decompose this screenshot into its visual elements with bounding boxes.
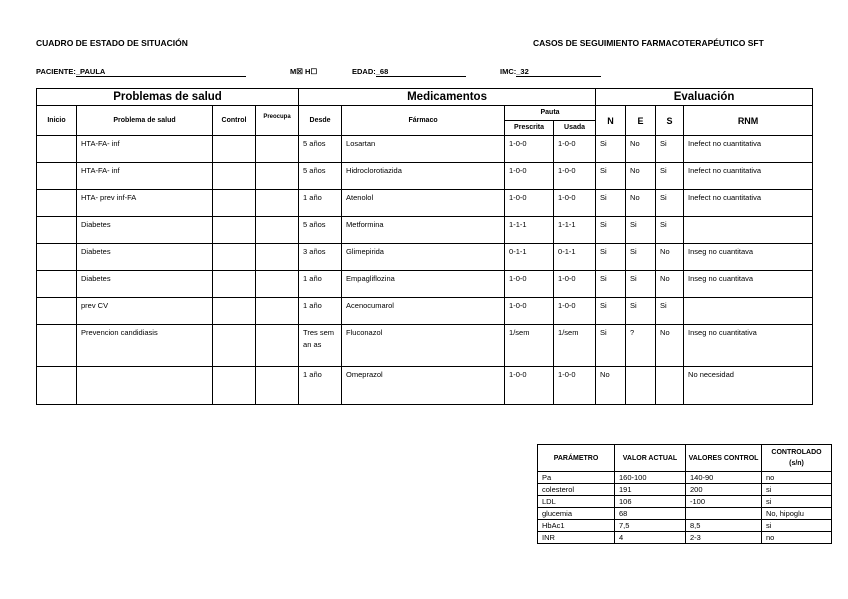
- param-row: [538, 520, 832, 532]
- cell-prescrita: 1-0-0: [505, 298, 554, 325]
- col-header-s: S: [656, 106, 684, 136]
- cell-prescrita: 1-0-0: [505, 271, 554, 298]
- table-row: [37, 367, 813, 405]
- table-row: [37, 271, 813, 298]
- bmi-value: _32: [516, 67, 601, 77]
- cell-s: Si: [656, 298, 684, 325]
- param-cell-controlado: si: [762, 520, 832, 532]
- cell-farmaco: Fluconazol: [342, 325, 505, 367]
- group-header-medicamentos: Medicamentos: [299, 89, 596, 106]
- cell-desde: Tres seman as: [299, 325, 342, 367]
- cell-rnm: Inefect no cuantitativa: [684, 136, 813, 163]
- cell-inicio: [37, 244, 77, 271]
- cell-s: Si: [656, 190, 684, 217]
- cell-usada: 0-1-1: [554, 244, 596, 271]
- cell-problema: HTA-FA- inf: [77, 136, 213, 163]
- cell-control: [213, 244, 256, 271]
- cell-desde: 3 años: [299, 244, 342, 271]
- param-cell-valor-actual: 68: [615, 508, 686, 520]
- cell-n: Si: [596, 163, 626, 190]
- cell-preocupa: [256, 163, 299, 190]
- group-header-problemas: Problemas de salud: [37, 89, 299, 106]
- col-header-desde: Desde: [299, 106, 342, 136]
- col-header-rnm: RNM: [684, 106, 813, 136]
- cell-rnm: Inseg no cuantitativa: [684, 325, 813, 367]
- param-cell-parametro: Pa: [538, 472, 615, 484]
- cell-preocupa: [256, 271, 299, 298]
- bmi-field: [500, 67, 601, 77]
- col-header-problema: Problema de salud: [77, 106, 213, 136]
- col-header-n: N: [596, 106, 626, 136]
- param-header-valores-control: VALORES CONTROL: [686, 445, 762, 472]
- col-header-inicio: Inicio: [37, 106, 77, 136]
- cell-s: Si: [656, 136, 684, 163]
- cell-farmaco: Omeprazol: [342, 367, 505, 405]
- cell-desde: 1 año: [299, 190, 342, 217]
- cell-control: [213, 136, 256, 163]
- param-row: [538, 496, 832, 508]
- cell-problema: [77, 367, 213, 405]
- col-header-farmaco: Fármaco: [342, 106, 505, 136]
- cell-s: No: [656, 325, 684, 367]
- cell-control: [213, 298, 256, 325]
- table-row: [37, 190, 813, 217]
- param-cell-valores-control: 200: [686, 484, 762, 496]
- param-cell-valor-actual: 191: [615, 484, 686, 496]
- cell-prescrita: 1/sem: [505, 325, 554, 367]
- param-cell-valores-control: [686, 508, 762, 520]
- cell-desde: 1 año: [299, 298, 342, 325]
- cell-problema: Diabetes: [77, 271, 213, 298]
- situation-table: [36, 88, 813, 405]
- cell-e: Si: [626, 217, 656, 244]
- col-header-e: E: [626, 106, 656, 136]
- cell-prescrita: 1-0-0: [505, 367, 554, 405]
- param-cell-controlado: si: [762, 484, 832, 496]
- cell-e: [626, 367, 656, 405]
- cell-farmaco: Hidroclorotiazida: [342, 163, 505, 190]
- cell-prescrita: 1-0-0: [505, 136, 554, 163]
- col-header-preocupa: Preocupa: [256, 106, 299, 136]
- cell-prescrita: 0-1-1: [505, 244, 554, 271]
- table-row: [37, 217, 813, 244]
- cell-usada: 1-1-1: [554, 217, 596, 244]
- param-cell-controlado: si: [762, 496, 832, 508]
- param-cell-controlado: no: [762, 532, 832, 544]
- cell-problema: Prevencion candidiasis: [77, 325, 213, 367]
- cell-preocupa: [256, 136, 299, 163]
- cell-desde: 5 años: [299, 217, 342, 244]
- cell-inicio: [37, 136, 77, 163]
- cell-control: [213, 271, 256, 298]
- cell-control: [213, 325, 256, 367]
- age-label: EDAD:: [352, 67, 376, 76]
- param-cell-valor-actual: 106: [615, 496, 686, 508]
- col-header-prescrita: Prescrita: [505, 121, 554, 136]
- cell-rnm: [684, 298, 813, 325]
- cell-n: Si: [596, 325, 626, 367]
- cell-control: [213, 163, 256, 190]
- cell-e: No: [626, 136, 656, 163]
- param-cell-valores-control: 8,5: [686, 520, 762, 532]
- cell-usada: 1-0-0: [554, 136, 596, 163]
- cell-control: [213, 217, 256, 244]
- table-row: [37, 136, 813, 163]
- cell-rnm: No necesidad: [684, 367, 813, 405]
- cell-e: Si: [626, 271, 656, 298]
- document-title: CUADRO DE ESTADO DE SITUACIÓN: [36, 38, 188, 48]
- param-header-parametro: PARÁMETRO: [538, 445, 615, 472]
- table-row: [37, 244, 813, 271]
- cell-rnm: Inefect no cuantitativa: [684, 163, 813, 190]
- cell-s: Si: [656, 163, 684, 190]
- param-row: [538, 472, 832, 484]
- cell-preocupa: [256, 217, 299, 244]
- parameters-table: [537, 444, 832, 544]
- cell-problema: HTA-FA- inf: [77, 163, 213, 190]
- cell-e: Si: [626, 298, 656, 325]
- cell-desde: 1 año: [299, 367, 342, 405]
- param-cell-valor-actual: 160-100: [615, 472, 686, 484]
- cell-inicio: [37, 217, 77, 244]
- cell-usada: 1-0-0: [554, 190, 596, 217]
- cell-desde: 1 año: [299, 271, 342, 298]
- param-row: [538, 484, 832, 496]
- cell-problema: prev CV: [77, 298, 213, 325]
- col-header-usada: Usada: [554, 121, 596, 136]
- param-cell-controlado: No, hipoglu: [762, 508, 832, 520]
- param-cell-valores-control: 140-90: [686, 472, 762, 484]
- cell-preocupa: [256, 190, 299, 217]
- cell-preocupa: [256, 367, 299, 405]
- cell-n: Si: [596, 136, 626, 163]
- group-header-evaluacion: Evaluación: [596, 89, 813, 106]
- cell-s: No: [656, 244, 684, 271]
- cell-s: No: [656, 271, 684, 298]
- cell-n: Si: [596, 190, 626, 217]
- param-cell-parametro: glucemia: [538, 508, 615, 520]
- table-row: [37, 298, 813, 325]
- cell-e: No: [626, 190, 656, 217]
- cell-n: Si: [596, 244, 626, 271]
- cell-usada: 1-0-0: [554, 367, 596, 405]
- cell-desde: 5 años: [299, 163, 342, 190]
- patient-name-label: PACIENTE:: [36, 67, 76, 76]
- param-row: [538, 508, 832, 520]
- cell-inicio: [37, 367, 77, 405]
- param-cell-valor-actual: 7,5: [615, 520, 686, 532]
- cell-preocupa: [256, 325, 299, 367]
- cell-control: [213, 190, 256, 217]
- cell-prescrita: 1-0-0: [505, 190, 554, 217]
- cell-n: No: [596, 367, 626, 405]
- param-header-controlado: CONTROLADO (s/n): [762, 445, 832, 472]
- cell-n: Si: [596, 217, 626, 244]
- cell-farmaco: Losartan: [342, 136, 505, 163]
- cell-e: Si: [626, 244, 656, 271]
- document-subtitle: CASOS DE SEGUIMIENTO FARMACOTERAPÉUTICO SFT: [533, 38, 764, 48]
- age-value: _68: [376, 67, 466, 77]
- cell-problema: Diabetes: [77, 217, 213, 244]
- cell-problema: HTA- prev inf-FA: [77, 190, 213, 217]
- col-header-control: Control: [213, 106, 256, 136]
- cell-usada: 1-0-0: [554, 163, 596, 190]
- param-cell-parametro: LDL: [538, 496, 615, 508]
- param-cell-valores-control: -100: [686, 496, 762, 508]
- cell-preocupa: [256, 298, 299, 325]
- col-header-pauta: Pauta: [505, 106, 596, 121]
- cell-farmaco: Atenolol: [342, 190, 505, 217]
- param-cell-valor-actual: 4: [615, 532, 686, 544]
- cell-usada: 1-0-0: [554, 271, 596, 298]
- param-header-valor-actual: VALOR ACTUAL: [615, 445, 686, 472]
- param-cell-controlado: no: [762, 472, 832, 484]
- cell-n: Si: [596, 298, 626, 325]
- cell-usada: 1/sem: [554, 325, 596, 367]
- sex-checkboxes: M☒ H☐: [290, 67, 318, 76]
- cell-farmaco: Metformina: [342, 217, 505, 244]
- cell-prescrita: 1-0-0: [505, 163, 554, 190]
- patient-name-value: _PAULA: [76, 67, 246, 77]
- age-field: [352, 67, 466, 77]
- patient-name-field: [36, 67, 246, 77]
- param-row: [538, 532, 832, 544]
- cell-farmaco: Glimepirida: [342, 244, 505, 271]
- cell-inicio: [37, 163, 77, 190]
- cell-farmaco: Acenocumarol: [342, 298, 505, 325]
- cell-rnm: [684, 217, 813, 244]
- table-row: [37, 163, 813, 190]
- cell-inicio: [37, 190, 77, 217]
- cell-control: [213, 367, 256, 405]
- param-cell-parametro: INR: [538, 532, 615, 544]
- cell-preocupa: [256, 244, 299, 271]
- param-cell-parametro: HbAc1: [538, 520, 615, 532]
- cell-rnm: Inefect no cuantitativa: [684, 190, 813, 217]
- cell-problema: Diabetes: [77, 244, 213, 271]
- cell-n: Si: [596, 271, 626, 298]
- cell-inicio: [37, 271, 77, 298]
- param-cell-parametro: colesterol: [538, 484, 615, 496]
- cell-s: [656, 367, 684, 405]
- cell-inicio: [37, 298, 77, 325]
- cell-e: ?: [626, 325, 656, 367]
- cell-e: No: [626, 163, 656, 190]
- bmi-label: IMC:: [500, 67, 517, 76]
- cell-inicio: [37, 325, 77, 367]
- cell-farmaco: Empagliflozina: [342, 271, 505, 298]
- cell-s: Si: [656, 217, 684, 244]
- cell-rnm: Inseg no cuantitava: [684, 244, 813, 271]
- cell-usada: 1-0-0: [554, 298, 596, 325]
- cell-prescrita: 1-1-1: [505, 217, 554, 244]
- param-cell-valores-control: 2-3: [686, 532, 762, 544]
- cell-rnm: Inseg no cuantitava: [684, 271, 813, 298]
- table-row: [37, 325, 813, 367]
- cell-desde: 5 años: [299, 136, 342, 163]
